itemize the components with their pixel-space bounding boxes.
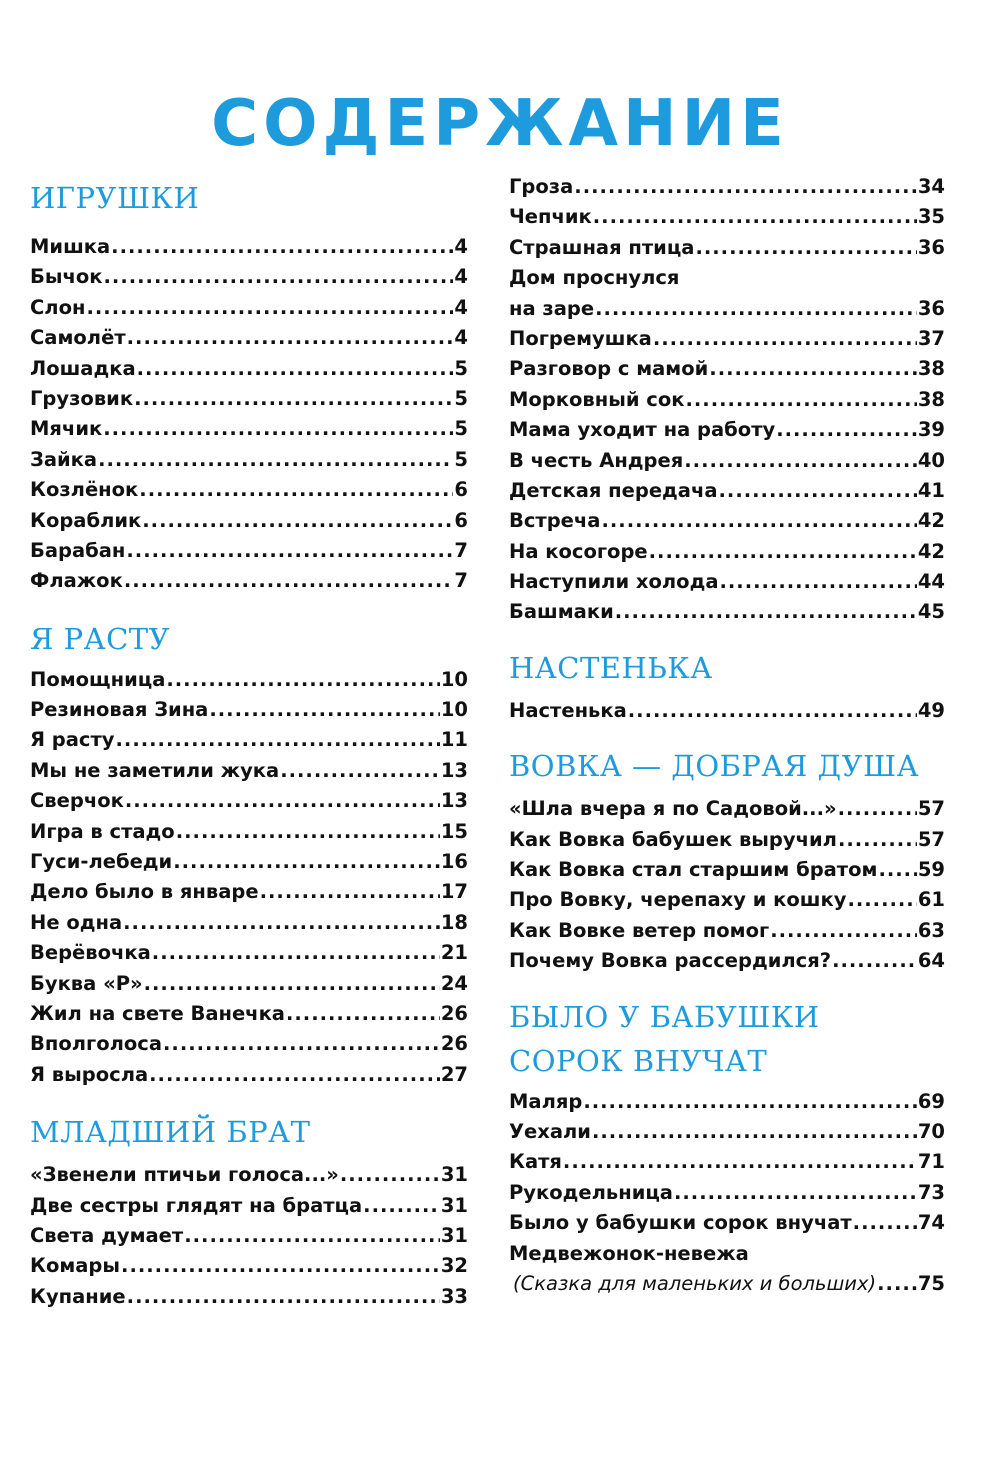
entry-page: 6 — [454, 508, 468, 532]
toc-entry[interactable] — [509, 263, 945, 293]
toc-entry[interactable] — [509, 855, 945, 885]
entry-page: 39 — [917, 418, 945, 442]
entry-page: 63 — [917, 918, 945, 942]
toc-entry[interactable] — [30, 1221, 468, 1251]
entry-title: Две сестры глядят на братца — [30, 1193, 363, 1217]
entry-title: Катя — [509, 1150, 562, 1174]
dot-leader — [260, 877, 440, 907]
entry-title: Как Вовке ветер помог — [509, 918, 770, 942]
section-heading-nastenka: НАСТЕНЬКА — [509, 650, 713, 685]
entry-title: Было у бабушки сорок внучат — [509, 1211, 852, 1235]
toc-entry[interactable] — [30, 1160, 468, 1190]
dot-leader — [574, 172, 917, 202]
entry-page: 69 — [917, 1089, 945, 1113]
section-entries-vovka — [509, 794, 945, 976]
section-heading-bylo-u-babushki-line1: БЫЛО У БАБУШКИ — [509, 999, 820, 1034]
entry-title: «Шла вчера я по Садовой...» — [509, 797, 837, 821]
entry-title: Как Вовка стал старшим братом — [509, 858, 878, 882]
dot-leader — [563, 1147, 917, 1177]
section-heading-vovka: ВОВКА — ДОБРАЯ ДУША — [509, 749, 920, 784]
entry-page: 31 — [440, 1223, 468, 1247]
dot-leader — [134, 384, 453, 414]
entry-title: Гуси-лебеди — [30, 850, 173, 874]
dot-leader — [173, 847, 440, 877]
entry-title: Почему Вовка рассердился? — [509, 949, 832, 973]
entry-page: 13 — [440, 758, 468, 782]
section-entries-mladshiy-brat — [30, 1160, 468, 1312]
toc-entry[interactable] — [30, 1191, 468, 1221]
dot-leader — [853, 1208, 917, 1238]
toc-entry[interactable] — [509, 202, 945, 232]
entry-title: Помощница — [30, 667, 166, 691]
entry-title: Уехали — [509, 1119, 591, 1143]
entry-page: 4 — [454, 235, 468, 258]
entry-page: 6 — [454, 478, 468, 502]
entry-title: Про Вовку, черепаху и кошку — [509, 888, 847, 912]
toc-entry[interactable] — [509, 696, 945, 726]
entry-page: 42 — [917, 539, 945, 563]
entry-title: Козлёнок — [30, 478, 139, 502]
toc-entry[interactable] — [509, 537, 945, 567]
dot-leader — [166, 665, 440, 695]
toc-entry[interactable] — [509, 794, 945, 824]
entry-page: 64 — [917, 949, 945, 973]
entry-title: Погремушка — [509, 326, 652, 350]
entry-page: 26 — [440, 1001, 468, 1025]
toc-entry[interactable] — [509, 567, 945, 597]
dot-leader — [838, 794, 917, 824]
toc-entry[interactable] — [30, 1029, 468, 1059]
section-entries-ya-rastu — [30, 665, 468, 1090]
toc-entry[interactable] — [509, 354, 945, 384]
entry-page: 21 — [440, 941, 468, 965]
entry-title: Грузовик — [30, 386, 134, 410]
toc-entry[interactable] — [509, 1239, 945, 1269]
entry-page: 26 — [440, 1032, 468, 1056]
dot-leader — [847, 885, 916, 915]
entry-page: 5 — [454, 386, 468, 410]
toc-left-column — [30, 176, 468, 1312]
dot-leader — [592, 1117, 917, 1147]
section-entries-igrushki — [30, 232, 468, 597]
dot-leader — [832, 946, 917, 976]
toc-entry[interactable] — [30, 384, 468, 414]
entry-subtitle: (Сказка для маленьких и больших) — [513, 1271, 877, 1295]
dot-leader — [653, 324, 917, 354]
entry-title: Мама уходит на работу — [509, 418, 776, 442]
dot-leader — [137, 354, 454, 384]
entry-title: Бычок — [30, 265, 103, 289]
toc-entry[interactable] — [509, 1178, 945, 1208]
toc-entry[interactable] — [509, 294, 945, 324]
entry-page: 36 — [917, 296, 945, 320]
dot-leader — [127, 1282, 440, 1312]
entry-title: Не одна — [30, 910, 123, 934]
entry-page: 4 — [454, 326, 468, 350]
dot-leader — [280, 756, 440, 786]
dot-leader — [144, 969, 440, 999]
toc-entry[interactable] — [30, 1251, 468, 1281]
entry-title: Мы не заметили жука — [30, 758, 280, 782]
entry-page: 13 — [440, 789, 468, 813]
entry-page: 57 — [917, 827, 945, 851]
section-entries-nastenka — [509, 696, 945, 726]
entry-title: Морковный сок — [509, 387, 685, 411]
entry-page: 27 — [440, 1062, 468, 1086]
toc-entry[interactable] — [509, 1117, 945, 1147]
entry-page: 4 — [454, 265, 468, 289]
entry-page: 31 — [440, 1163, 468, 1187]
dot-leader — [184, 1221, 440, 1251]
entry-title: Лошадка — [30, 356, 136, 380]
toc-entry[interactable] — [30, 665, 468, 695]
entry-page: 5 — [454, 356, 468, 380]
dot-leader — [176, 817, 440, 847]
entry-title: Буква «Р» — [30, 971, 143, 995]
toc-entry[interactable] — [30, 695, 468, 725]
entry-title: Детская передача — [509, 478, 718, 502]
toc-entry[interactable] — [30, 536, 468, 566]
entry-title: Страшная птица — [509, 235, 695, 259]
entry-title: Барабан — [30, 538, 126, 562]
toc-entry[interactable] — [30, 877, 468, 907]
dot-leader — [98, 445, 453, 475]
toc-entry[interactable] — [30, 725, 468, 755]
entry-title: Я расту — [30, 728, 115, 752]
dot-leader — [770, 916, 917, 946]
dot-leader — [709, 354, 917, 384]
entry-title: Флажок — [30, 569, 123, 593]
entry-title: Жил на свете Ванечка — [30, 1001, 285, 1025]
toc-entry[interactable] — [509, 916, 945, 946]
entry-title: Наступили холода — [509, 570, 719, 594]
entry-page: 35 — [917, 205, 945, 229]
toc-entry[interactable] — [30, 1282, 468, 1312]
entry-page: 75 — [917, 1271, 945, 1295]
dot-leader — [719, 567, 916, 597]
toc-entry[interactable] — [509, 946, 945, 976]
entry-title: Купание — [30, 1284, 126, 1308]
entry-page: 4 — [454, 295, 468, 319]
dot-leader — [116, 725, 440, 755]
section-heading-mladshiy-brat: МЛАДШИЙ БРАТ — [30, 1115, 311, 1150]
dot-leader — [595, 294, 917, 324]
dot-leader — [363, 1191, 440, 1221]
entry-title: Рукодельница — [509, 1180, 673, 1204]
dot-leader — [209, 695, 440, 725]
toc-entry[interactable] — [509, 476, 945, 506]
toc-entry[interactable] — [30, 414, 468, 444]
dot-leader — [126, 536, 453, 566]
entry-title: В честь Андрея — [509, 448, 684, 472]
dot-leader — [142, 506, 453, 536]
dot-leader — [286, 999, 440, 1029]
toc-entry[interactable] — [509, 597, 945, 627]
entry-page: 33 — [440, 1284, 468, 1308]
entry-page: 37 — [917, 326, 945, 350]
entry-title: Комары — [30, 1254, 121, 1278]
entry-page: 24 — [440, 971, 468, 995]
toc-entry[interactable] — [30, 262, 468, 292]
toc-entry[interactable] — [30, 1060, 468, 1090]
toc-entry[interactable] — [30, 938, 468, 968]
entry-title: Вполголоса — [30, 1032, 162, 1056]
section-entries-bylo-u-babushki — [509, 1087, 945, 1300]
toc-entry[interactable] — [509, 385, 945, 415]
entry-page: 10 — [440, 667, 468, 691]
dot-leader — [111, 232, 453, 262]
entry-page: 18 — [440, 910, 468, 934]
dot-leader — [674, 1178, 917, 1208]
dot-leader — [649, 537, 917, 567]
toc-entry[interactable] — [30, 969, 468, 999]
entry-page: 74 — [917, 1211, 945, 1235]
toc-entry[interactable] — [30, 566, 468, 596]
section-heading-igrushki: ИГРУШКИ — [30, 181, 200, 215]
toc-entry[interactable] — [30, 445, 468, 475]
entry-title: На косогоре — [509, 539, 648, 563]
dot-leader — [86, 293, 453, 323]
dot-leader — [776, 415, 917, 445]
toc-entry[interactable] — [509, 324, 945, 354]
dot-leader — [123, 908, 440, 938]
toc-entry[interactable] — [30, 232, 468, 262]
entry-title: на заре — [509, 296, 595, 320]
dot-leader — [628, 696, 917, 726]
dot-leader — [615, 597, 917, 627]
toc-entry[interactable] — [509, 1208, 945, 1238]
toc-entry[interactable] — [509, 172, 945, 202]
toc-entry[interactable] — [509, 506, 945, 536]
toc-entry[interactable] — [509, 1087, 945, 1117]
dot-leader — [127, 323, 454, 353]
entry-title: Кораблик — [30, 508, 142, 532]
dot-leader — [124, 566, 454, 596]
section-heading-bylo-u-babushki-line2: СОРОК ВНУЧАТ — [509, 1043, 768, 1078]
toc-entry[interactable] — [509, 1147, 945, 1177]
toc-entry[interactable] — [30, 908, 468, 938]
entry-title: Башмаки — [509, 600, 614, 624]
entry-title: Зайка — [30, 447, 98, 471]
entry-page: 41 — [917, 478, 945, 502]
entry-page: 5 — [454, 447, 468, 471]
entry-page: 11 — [440, 728, 468, 752]
toc-entry[interactable] — [30, 817, 468, 847]
entry-title: Сверчок — [30, 789, 124, 813]
entry-title: Дело было в январе — [30, 880, 259, 904]
entry-page: 36 — [917, 235, 945, 259]
entry-page: 49 — [917, 698, 945, 722]
entry-page: 10 — [440, 698, 468, 722]
dot-leader — [593, 202, 917, 232]
entry-page: 44 — [917, 570, 945, 594]
entry-title: Слон — [30, 295, 86, 319]
dot-leader — [340, 1160, 440, 1190]
dot-leader — [838, 825, 917, 855]
toc-entry[interactable] — [509, 885, 945, 915]
entry-page: 73 — [917, 1180, 945, 1204]
dot-leader — [163, 1029, 440, 1059]
entry-page: 57 — [917, 797, 945, 821]
toc-right-column — [509, 172, 945, 1299]
toc-entry[interactable] — [30, 475, 468, 505]
dot-leader — [103, 414, 453, 444]
continued-entries — [509, 172, 945, 628]
dot-leader — [719, 476, 917, 506]
entry-title: Дом проснулся — [509, 266, 680, 290]
entry-title: «Звенели птичьи голоса...» — [30, 1163, 339, 1187]
entry-title: Чепчик — [509, 205, 592, 229]
dot-leader — [583, 1087, 917, 1117]
entry-page: 15 — [440, 819, 468, 843]
entry-title: Гроза — [509, 175, 574, 198]
entry-title: Как Вовка бабушек выручил — [509, 827, 837, 851]
entry-title: Света думает — [30, 1223, 184, 1247]
entry-title: Верёвочка — [30, 941, 151, 965]
dot-leader — [684, 446, 917, 476]
dot-leader — [877, 1269, 917, 1299]
toc-entry[interactable] — [30, 354, 468, 384]
dot-leader — [104, 262, 454, 292]
toc-entry[interactable] — [30, 786, 468, 816]
toc-entry[interactable] — [509, 415, 945, 445]
dot-leader — [121, 1251, 440, 1281]
dot-leader — [152, 938, 440, 968]
toc-entry[interactable] — [30, 293, 468, 323]
entry-page: 61 — [917, 888, 945, 912]
page-title: СОДЕРЖАНИЕ — [211, 87, 789, 161]
entry-title: Игра в стадо — [30, 819, 175, 843]
entry-page: 31 — [440, 1193, 468, 1217]
entry-page: 7 — [454, 538, 468, 562]
entry-title: Я выросла — [30, 1062, 149, 1086]
toc-entry[interactable] — [30, 506, 468, 536]
entry-page: 32 — [440, 1254, 468, 1278]
entry-title: Встреча — [509, 509, 601, 533]
dot-leader — [685, 385, 916, 415]
entry-page: 17 — [440, 880, 468, 904]
entry-page: 40 — [917, 448, 945, 472]
dot-leader — [695, 233, 916, 263]
entry-title: Мишка — [30, 235, 111, 258]
dot-leader — [125, 786, 440, 816]
toc-entry[interactable] — [30, 847, 468, 877]
entry-page: 38 — [917, 357, 945, 381]
toc-entry[interactable] — [509, 233, 945, 263]
entry-title: Маляр — [509, 1089, 583, 1113]
entry-page: 7 — [454, 569, 468, 593]
toc-entry[interactable] — [30, 756, 468, 786]
entry-title: Разговор с мамой — [509, 357, 709, 381]
toc-entry[interactable] — [509, 446, 945, 476]
entry-page: 71 — [917, 1150, 945, 1174]
entry-page: 16 — [440, 850, 468, 874]
entry-page: 38 — [917, 387, 945, 411]
entry-page: 59 — [917, 858, 945, 882]
toc-entry[interactable] — [30, 323, 468, 353]
dot-leader — [139, 475, 453, 505]
dot-leader — [878, 855, 916, 885]
dot-leader — [601, 506, 916, 536]
entry-title: Мячик — [30, 417, 103, 441]
entry-title: Настенька — [509, 698, 627, 722]
entry-title: Медвежонок-невежа — [509, 1241, 749, 1265]
entry-page: 34 — [917, 175, 945, 198]
toc-entry[interactable] — [30, 999, 468, 1029]
toc-entry[interactable] — [509, 825, 945, 855]
entry-page: 42 — [917, 509, 945, 533]
entry-page: 5 — [454, 417, 468, 441]
toc-entry[interactable] — [509, 1269, 945, 1299]
entry-title: Резиновая Зина — [30, 698, 209, 722]
dot-leader — [149, 1060, 440, 1090]
section-heading-ya-rastu: Я РАСТУ — [30, 621, 171, 656]
entry-page: 45 — [917, 600, 945, 624]
entry-page: 70 — [917, 1119, 945, 1143]
entry-title: Самолёт — [30, 326, 126, 350]
